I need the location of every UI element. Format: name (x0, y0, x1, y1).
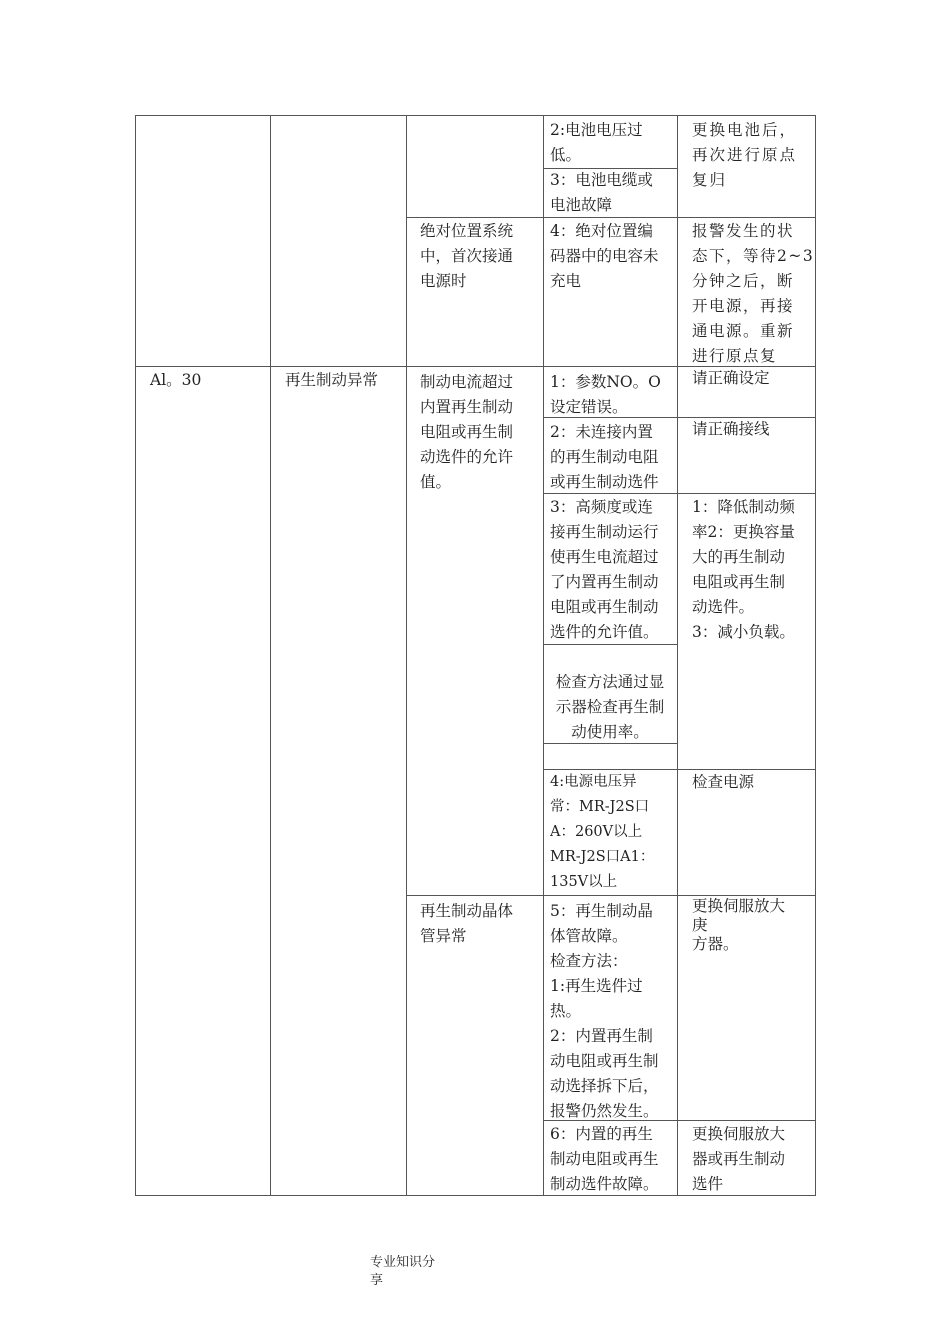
action-2: 请正确接线 (692, 420, 770, 438)
action-4: 检查电源 (692, 773, 755, 791)
action-3: 1：降低制动频 率2：更换容量 大的再生制动 电阻或再生制 动选件。 3：减小负载。 (692, 498, 795, 641)
cause-battery: 2:电池电压过 低。 3：电池电缆或 电池故障 (550, 121, 653, 214)
action-1: 请正确设定 (692, 369, 770, 387)
alarm-code: Al。30 (150, 371, 202, 389)
row-line (406, 895, 816, 896)
table-col-line-4 (543, 115, 544, 1196)
action-abs: 报警发生的状 态下，等待2~3 分钟之后，断 开电源，再接 通电源。重新 进行原点复 (692, 222, 815, 363)
alarm-name: 再生制动异常 (285, 371, 379, 389)
table-col-line-1 (135, 115, 136, 1196)
table-col-line-6 (815, 115, 816, 1196)
cause-1: 1：参数NO。O 设定错误。 (550, 373, 661, 416)
cause-abs: 4：绝对位置编 码器中的电容未 充电 (550, 222, 659, 290)
action-6: 更换伺服放大 器或再生制动 选件 (692, 1125, 786, 1193)
condition-abs: 绝对位置系统 中，首次接通 电源时 (420, 222, 514, 290)
table-border-top (135, 115, 816, 116)
page-footer: 专业知识分 享 (370, 1255, 436, 1288)
cause-4: 4:电源电压异 常：MR-J2S口 A：260V以上 MR-J2S口A1： 135V以上 (550, 774, 655, 890)
table-col-line-5 (677, 115, 678, 1196)
check-3: 检查方法通过显 示器检查再生制 动使用率。 (555, 673, 665, 741)
table-col-line-3 (406, 115, 407, 1196)
table-col-line-2 (270, 115, 271, 1196)
cause-6: 6：内置的再生 制动电阻或再生 制动选件故障。 (550, 1125, 659, 1193)
cause-3: 3：高频度或连 接再生制动运行 使再生电流超过 了内置再生制动 电阻或再生制动 选件的允许值。 (550, 498, 659, 641)
condition-1: 制动电流超过 内置再生制动 电阻或再生制 动选件的允许 值。 (420, 373, 514, 491)
cause-5: 5：再生制动晶 体管故障。 检查方法： 1:再生选件过 热。 2：内置再生制 动电阻或再生制 动选择拆下后， 报警仍然发生。 (550, 902, 659, 1120)
action-5: 更换伺服放大 庚 方器。 (692, 897, 786, 953)
action-battery: 更换电池后， 再次进行原点 复归 (692, 121, 798, 189)
cause-2: 2：未连接内置 的再生制动电阻 或再生制动选件 (550, 423, 659, 491)
condition-2: 再生制动晶体 管异常 (420, 902, 514, 945)
